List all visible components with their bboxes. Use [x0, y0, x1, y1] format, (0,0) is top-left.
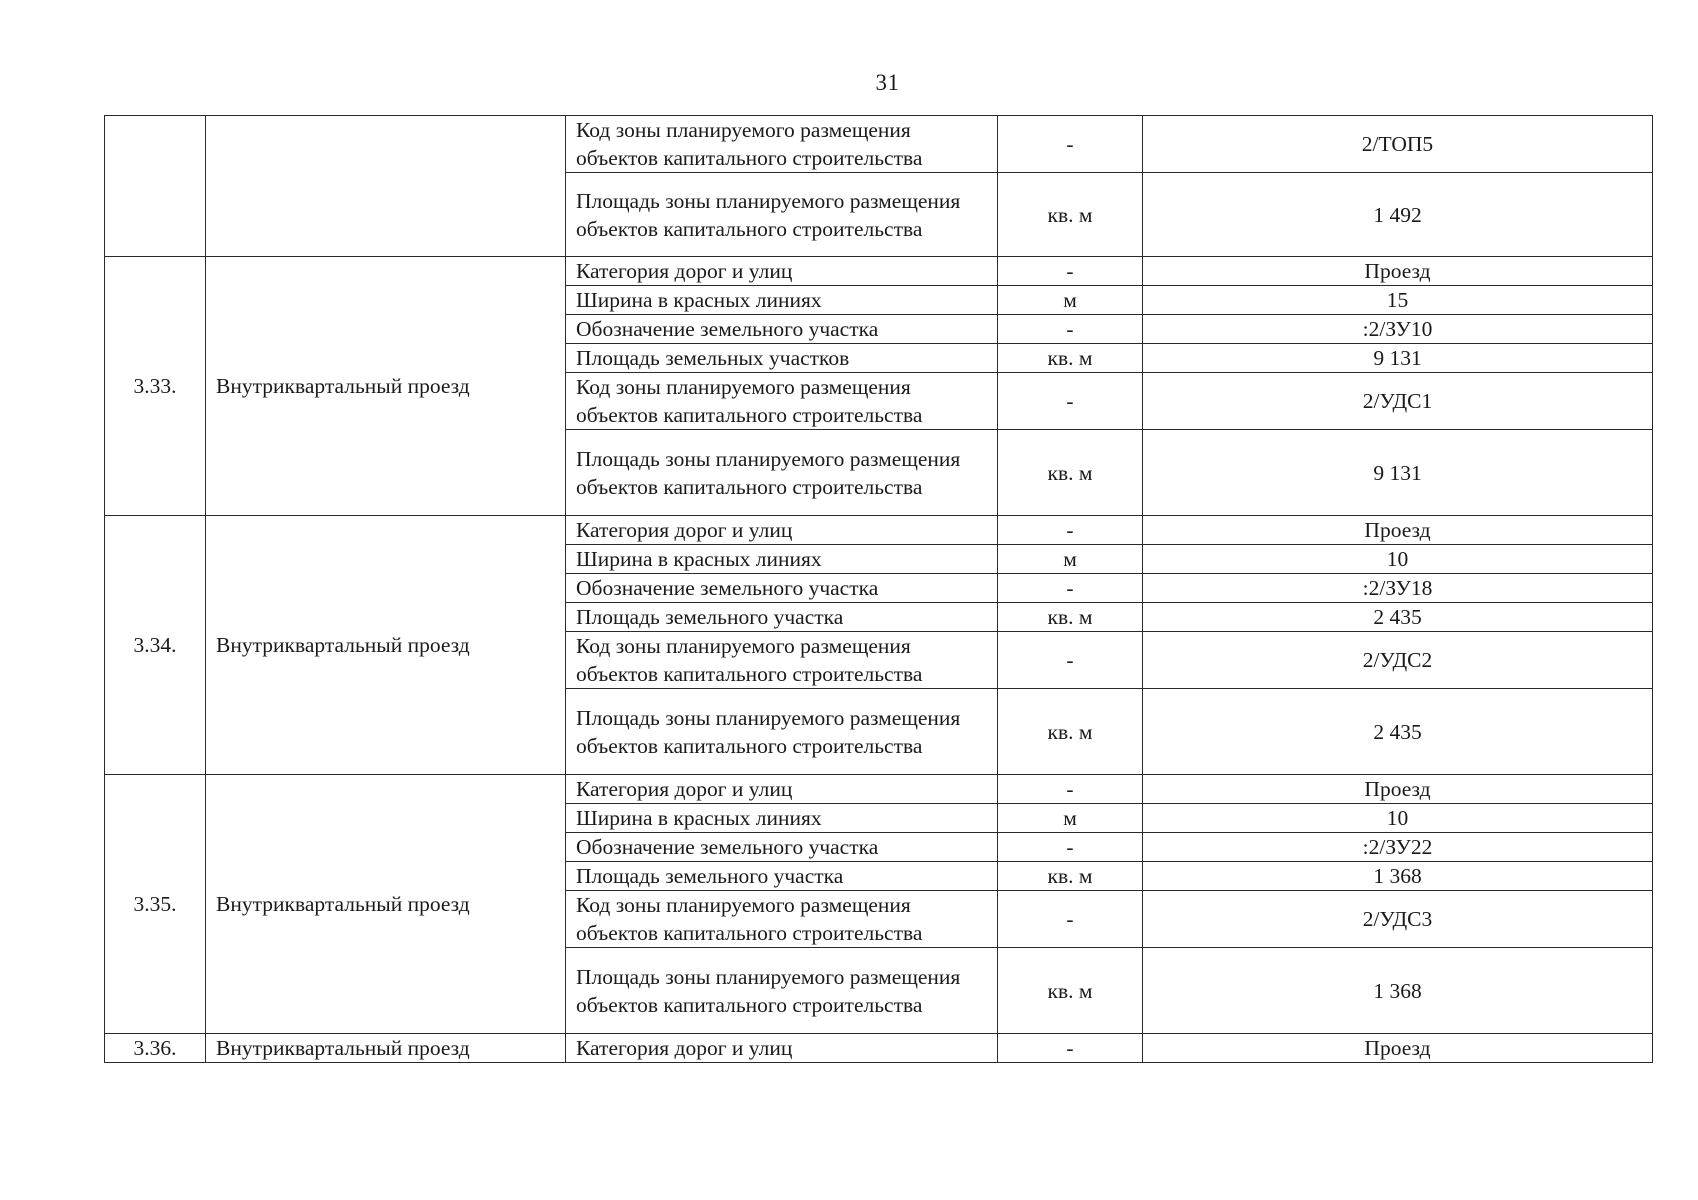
value: Проезд [1143, 775, 1653, 804]
value: 9 131 [1143, 344, 1653, 373]
value: 15 [1143, 286, 1653, 315]
value: 2 435 [1143, 689, 1653, 775]
table-row [105, 116, 1653, 173]
unit: - [998, 1034, 1143, 1063]
unit: - [998, 516, 1143, 545]
unit: - [998, 891, 1143, 948]
value: 2/УДС2 [1143, 632, 1653, 689]
table-row [105, 1034, 1653, 1063]
parameter-name: Площадь зоны планируемого размещения объектов капитального строительства [566, 948, 998, 1034]
unit: - [998, 315, 1143, 344]
parameter-name: Код зоны планируемого размещения объектов капитального строительства [566, 632, 998, 689]
parameters-table [104, 115, 1653, 1063]
parameter-name: Код зоны планируемого размещения объектов капитального строительства [566, 373, 998, 430]
parameter-name: Категория дорог и улиц [566, 1034, 998, 1063]
table-row [105, 516, 1653, 545]
parameter-name: Код зоны планируемого размещения объектов капитального строительства [566, 116, 998, 173]
parameter-name: Ширина в красных линиях [566, 286, 998, 315]
item-name: Внутриквартальный проезд [206, 775, 566, 1034]
unit: - [998, 833, 1143, 862]
unit: м [998, 804, 1143, 833]
unit: - [998, 775, 1143, 804]
unit: - [998, 632, 1143, 689]
unit: кв. м [998, 344, 1143, 373]
parameter-name: Категория дорог и улиц [566, 257, 998, 286]
parameter-name: Ширина в красных линиях [566, 545, 998, 574]
unit: кв. м [998, 173, 1143, 257]
value: 1 368 [1143, 948, 1653, 1034]
value: 2/УДС3 [1143, 891, 1653, 948]
unit: - [998, 373, 1143, 430]
unit: кв. м [998, 862, 1143, 891]
unit: - [998, 257, 1143, 286]
parameter-name: Обозначение земельного участка [566, 574, 998, 603]
item-number [105, 116, 206, 257]
value: 10 [1143, 804, 1653, 833]
value: Проезд [1143, 1034, 1653, 1063]
value: :2/ЗУ22 [1143, 833, 1653, 862]
item-number: 3.34. [105, 516, 206, 775]
parameter-name: Категория дорог и улиц [566, 516, 998, 545]
unit: - [998, 574, 1143, 603]
unit: кв. м [998, 948, 1143, 1034]
value: 2 435 [1143, 603, 1653, 632]
parameter-name: Площадь земельных участков [566, 344, 998, 373]
value: Проезд [1143, 257, 1653, 286]
value: :2/ЗУ10 [1143, 315, 1653, 344]
value: 2/УДС1 [1143, 373, 1653, 430]
unit: кв. м [998, 430, 1143, 516]
item-name: Внутриквартальный проезд [206, 257, 566, 516]
item-number: 3.35. [105, 775, 206, 1034]
table-row [105, 257, 1653, 286]
parameter-name: Обозначение земельного участка [566, 315, 998, 344]
unit: - [998, 116, 1143, 173]
item-name: Внутриквартальный проезд [206, 1034, 566, 1063]
parameter-name: Площадь земельного участка [566, 862, 998, 891]
item-name [206, 116, 566, 257]
parameter-name: Площадь зоны планируемого размещения объектов капитального строительства [566, 173, 998, 257]
page-number: 31 [875, 70, 900, 95]
value: 10 [1143, 545, 1653, 574]
item-number: 3.36. [105, 1034, 206, 1063]
unit: кв. м [998, 689, 1143, 775]
unit: м [998, 545, 1143, 574]
value: Проезд [1143, 516, 1653, 545]
item-number: 3.33. [105, 257, 206, 516]
value: 1 492 [1143, 173, 1653, 257]
parameter-name: Код зоны планируемого размещения объектов капитального строительства [566, 891, 998, 948]
parameter-name: Ширина в красных линиях [566, 804, 998, 833]
parameter-name: Площадь зоны планируемого размещения объектов капитального строительства [566, 430, 998, 516]
value: 9 131 [1143, 430, 1653, 516]
value: 1 368 [1143, 862, 1653, 891]
parameter-name: Обозначение земельного участка [566, 833, 998, 862]
table-row [105, 775, 1653, 804]
unit: м [998, 286, 1143, 315]
parameter-name: Площадь зоны планируемого размещения объектов капитального строительства [566, 689, 998, 775]
value: :2/ЗУ18 [1143, 574, 1653, 603]
item-name: Внутриквартальный проезд [206, 516, 566, 775]
value: 2/ТОП5 [1143, 116, 1653, 173]
parameter-name: Категория дорог и улиц [566, 775, 998, 804]
unit: кв. м [998, 603, 1143, 632]
parameter-name: Площадь земельного участка [566, 603, 998, 632]
